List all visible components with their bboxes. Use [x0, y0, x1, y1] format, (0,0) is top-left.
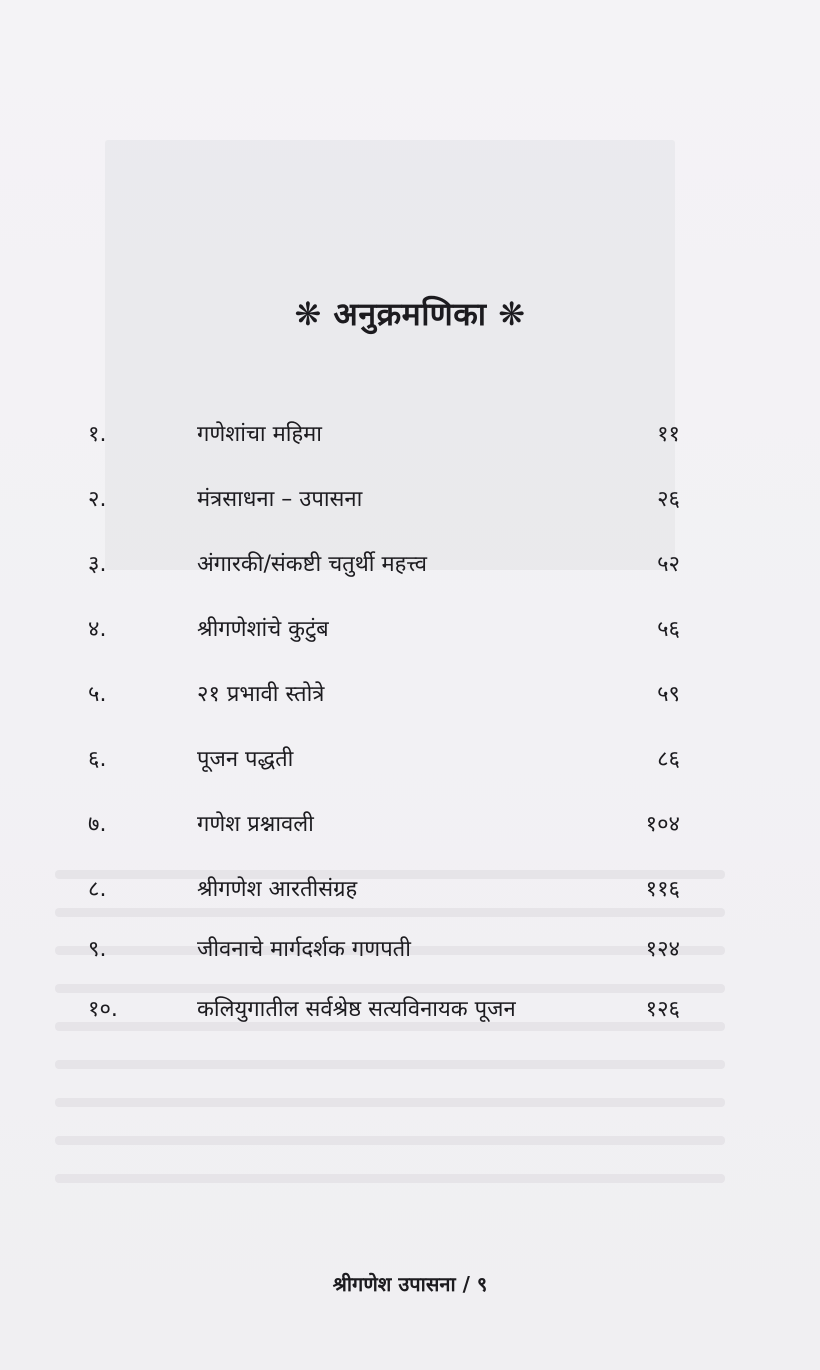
toc-number: ३. — [88, 552, 107, 577]
toc-title: अंगारकी/संकष्टी चतुर्थी महत्त्व — [197, 552, 428, 577]
toc-title: २१ प्रभावी स्तोत्रे — [197, 682, 325, 707]
toc-page: ५२ — [657, 552, 680, 577]
toc-row — [0, 540, 820, 590]
toc-number: ८. — [88, 877, 107, 902]
toc-page: ११६ — [645, 877, 680, 902]
page-title: ❋ अनुक्रमणिका ❋ — [294, 295, 526, 333]
toc-row — [0, 800, 820, 850]
toc-number: ६. — [88, 747, 107, 772]
toc-page: ११ — [657, 422, 680, 447]
toc-row — [0, 475, 820, 525]
toc-title: श्रीगणेशांचे कुटुंब — [197, 617, 329, 642]
toc-page: १२४ — [645, 937, 680, 962]
toc-title: जीवनाचे मार्गदर्शक गणपती — [197, 937, 411, 962]
toc-row — [0, 925, 820, 975]
toc-number: ४. — [88, 617, 107, 642]
toc-number: १०. — [88, 997, 118, 1022]
toc-title: कलियुगातील सर्वश्रेष्ठ सत्यविनायक पूजन — [197, 997, 516, 1022]
toc-page: १०४ — [645, 812, 680, 837]
toc-title: गणेश प्रश्नावली — [197, 812, 314, 837]
toc-title: पूजन पद्धती — [197, 747, 294, 772]
toc-number: ९. — [88, 937, 107, 962]
toc-row — [0, 605, 820, 655]
toc-page: ८६ — [657, 747, 680, 772]
toc-page: ५९ — [657, 682, 680, 707]
toc-row — [0, 670, 820, 720]
show-through-text — [55, 870, 725, 1230]
toc-title: मंत्रसाधना – उपासना — [197, 487, 363, 512]
toc-title: गणेशांचा महिमा — [197, 422, 323, 447]
toc-row — [0, 865, 820, 915]
toc-title: श्रीगणेश आरतीसंग्रह — [197, 877, 358, 902]
toc-page: १२६ — [645, 997, 680, 1022]
page-footer: श्रीगणेश उपासना / ९ — [332, 1272, 488, 1296]
toc-number: ५. — [88, 682, 107, 707]
toc-row — [0, 735, 820, 785]
toc-row — [0, 410, 820, 460]
toc-row — [0, 985, 820, 1035]
toc-number: १. — [88, 422, 107, 447]
toc-number: ७. — [88, 812, 107, 837]
toc-page: २६ — [657, 487, 680, 512]
toc-number: २. — [88, 487, 107, 512]
toc-page: ५६ — [657, 617, 680, 642]
